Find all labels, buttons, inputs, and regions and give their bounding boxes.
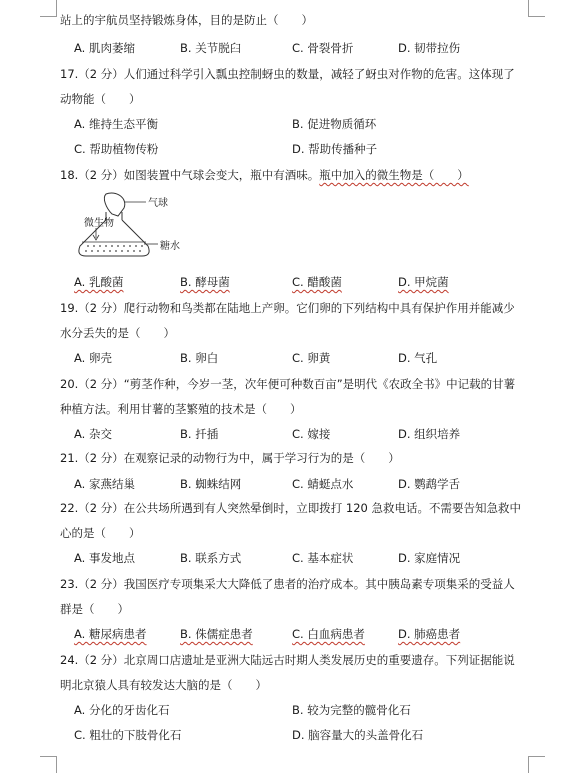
q18-stem	[60, 167, 469, 183]
q18-flask-diagram	[66, 190, 196, 260]
q24-option-d[interactable]: D. 脑容量大的头盖骨化石	[292, 728, 424, 742]
q23-option-d[interactable]: D. 肺癌患者	[398, 627, 461, 641]
q21-option-c[interactable]: C. 蜻蜓点水	[292, 477, 354, 491]
q24-stem-line2: 明北京猿人具有较发达大脑的是（ ）	[60, 678, 267, 692]
q21-option-b[interactable]: B. 蜘蛛结网	[180, 477, 242, 491]
label-microbe: 微生物	[84, 218, 114, 229]
q20-stem-line2: 种植方法。利用甘薯的茎繁殖的技术是（ ）	[60, 402, 302, 416]
q24-stem-line1: 24.（2 分）北京周口店遗址是亚洲大陆远古时期人类发展历史的重要遗存。下列证据能说	[60, 653, 515, 667]
q19-option-b[interactable]: B. 卵白	[180, 351, 219, 365]
q22-stem-line2: 心的是（ ）	[60, 526, 141, 540]
q19-stem-line2: 水分丢失的是（ ）	[60, 326, 175, 340]
q20-option-c[interactable]: C. 嫁接	[292, 427, 331, 441]
label-balloon: 气球	[148, 198, 168, 209]
q21-stem: 21.（2 分）在观察记录的动物行为中，属于学习行为的是（ ）	[60, 451, 400, 465]
q21-option-d[interactable]: D. 鹦鹉学舌	[398, 477, 461, 491]
label-sugar-water: 糖水	[160, 241, 180, 252]
q19-option-d[interactable]: D. 气孔	[398, 351, 438, 365]
q16-stem-continued: 站上的宇航员坚持锻炼身体，目的是防止（ ）	[60, 13, 313, 27]
q18-option-b[interactable]: B. 酵母菌	[180, 275, 230, 289]
q17-stem-line1: 17.（2 分）人们通过科学引入瓢虫控制蚜虫的数量，减轻了蚜虫对作物的危害。这体现了	[60, 67, 515, 81]
q18-option-c[interactable]: C. 醋酸菌	[292, 275, 342, 289]
q19-stem-line1: 19.（2 分）爬行动物和鸟类都在陆地上产卵。它们卵的下列结构中具有保护作用并能减少	[60, 301, 515, 315]
q24-option-a[interactable]: A. 分化的牙齿化石	[74, 703, 170, 717]
corner-mark-top-left	[40, 0, 57, 17]
q16-option-c[interactable]: C. 骨裂骨折	[292, 41, 354, 55]
q24-option-c[interactable]: C. 粗壮的下肢骨化石	[74, 728, 182, 742]
liquid-dots	[85, 245, 143, 252]
q22-option-c[interactable]: C. 基本症状	[292, 551, 354, 565]
q16-option-a[interactable]: A. 肌肉萎缩	[74, 41, 135, 55]
q20-option-a[interactable]: A. 杂交	[74, 427, 112, 441]
q23-stem-line1: 23.（2 分）我国医疗专项集采大大降低了患者的治疗成本。其中胰岛素专项集采的受益人	[60, 577, 515, 591]
q22-option-b[interactable]: B. 联系方式	[180, 551, 242, 565]
q20-option-d[interactable]: D. 组织培养	[398, 427, 461, 441]
q16-option-d[interactable]: D. 韧带拉伤	[398, 41, 461, 55]
q17-option-d[interactable]: D. 帮助传播种子	[292, 142, 378, 156]
q16-option-b[interactable]: B. 关节脱臼	[180, 41, 242, 55]
q20-stem-line1: 20.（2 分）“剪茎作种，今岁一茎，次年便可种数百亩”是明代《农政全书》中记载的甘薯	[60, 377, 516, 391]
q17-stem-line2: 动物能（ ）	[60, 92, 141, 106]
q19-option-c[interactable]: C. 卵黄	[292, 351, 331, 365]
q22-option-a[interactable]: A. 事发地点	[74, 551, 135, 565]
corner-mark-bottom-right	[528, 756, 545, 773]
q23-option-a[interactable]: A. 糖尿病患者	[74, 627, 147, 641]
q18-option-d[interactable]: D. 甲烷菌	[398, 275, 449, 289]
q18-stem-prefix: 18.（2 分）如图装置中气球会变大，瓶中有酒味。	[60, 168, 320, 182]
q18-stem-question: 瓶中加入的微生物是（ ）	[319, 168, 469, 182]
q19-option-a[interactable]: A. 卵壳	[74, 351, 112, 365]
q17-option-c[interactable]: C. 帮助植物传粉	[74, 142, 159, 156]
q22-option-d[interactable]: D. 家庭情况	[398, 551, 461, 565]
q18-option-a[interactable]: A. 乳酸菌	[74, 275, 124, 289]
q21-option-a[interactable]: A. 家燕结巢	[74, 477, 135, 491]
q23-option-b[interactable]: B. 侏儒症患者	[180, 627, 253, 641]
q22-stem-line1: 22.（2 分）在公共场所遇到有人突然晕倒时，立即拨打 120 急救电话。不需要告知急救中	[60, 501, 522, 515]
q17-option-a[interactable]: A. 维持生态平衡	[74, 117, 158, 131]
corner-mark-bottom-left	[40, 756, 57, 773]
q17-option-b[interactable]: B. 促进物质循环	[292, 117, 377, 131]
q20-option-b[interactable]: B. 扦插	[180, 427, 219, 441]
q24-option-b[interactable]: B. 较为完整的髋骨化石	[292, 703, 411, 717]
corner-mark-top-right	[528, 0, 545, 17]
q23-option-c[interactable]: C. 白血病患者	[292, 627, 365, 641]
q23-stem-line2: 群是（ ）	[60, 602, 129, 616]
